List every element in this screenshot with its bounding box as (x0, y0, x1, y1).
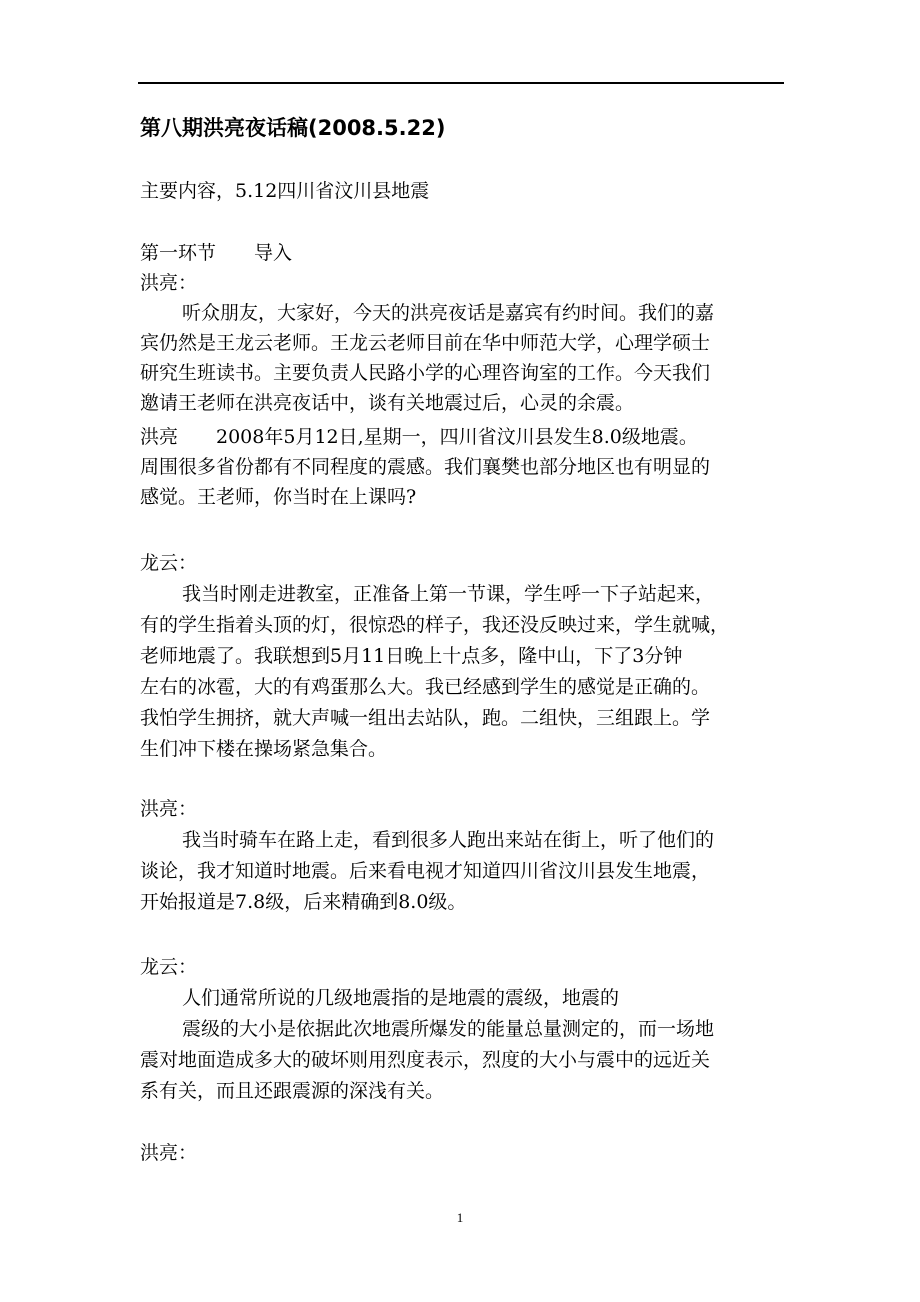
speaker-label: 洪亮： (140, 798, 198, 820)
summary-line: 主要内容，5.12四川省汶川县地震 (140, 180, 430, 202)
speaker-label: 龙云： (140, 552, 198, 574)
paragraph-line: 邀请王老师在洪亮夜话中，谈有关地震过后，心灵的余震。 (140, 392, 635, 414)
paragraph-line: 周围很多省份都有不同程度的震感。我们襄樊也部分地区也有明显的 (140, 456, 711, 478)
paragraph-line: 研究生班读书。主要负责人民路小学的心理咨询室的工作。今天我们 (140, 362, 711, 384)
paragraph-line: 宾仍然是王龙云老师。王龙云老师目前在华中师范大学，心理学硕士 (140, 332, 711, 354)
paragraph-line: 我怕学生拥挤，就大声喊一组出去站队，跑。二组快，三组跟上。学 (140, 707, 711, 729)
document-title: 第八期洪亮夜话稿(2008.5.22) (140, 116, 446, 140)
paragraph-line: 震级的大小是依据此次地震所爆发的能量总量测定的，而一场地 (182, 1018, 715, 1040)
paragraph-line: 人们通常所说的几级地震指的是地震的震级，地震的 (182, 987, 620, 1009)
paragraph-line: 我当时刚走进教室，正准备上第一节课，学生呼一下子站起来， (182, 583, 715, 605)
paragraph-line: 系有关，而且还跟震源的深浅有关。 (140, 1080, 445, 1102)
paragraph-line: 感觉。王老师，你当时在上课吗? (140, 486, 417, 508)
paragraph-line: 我当时骑车在路上走，看到很多人跑出来站在街上，听了他们的 (182, 829, 715, 851)
paragraph-line: 生们冲下楼在操场紧急集合。 (140, 738, 388, 760)
paragraph-line: 谈论，我才知道时地震。后来看电视才知道四川省汶川县发生地震， (140, 860, 711, 882)
paragraph-line: 开始报道是7.8级，后来精确到8.0级。 (140, 891, 467, 913)
speaker-label: 龙云： (140, 956, 198, 978)
section-heading: 第一环节 导入 (140, 242, 293, 264)
paragraph-line: 震对地面造成多大的破坏则用烈度表示，烈度的大小与震中的远近关 (140, 1049, 711, 1071)
header-rule (138, 82, 784, 84)
speaker-label: 洪亮： (140, 272, 198, 294)
paragraph-line: 左右的冰雹，大的有鸡蛋那么大。我已经感到学生的感觉是正确的。 (140, 676, 711, 698)
page-number: 1 (456, 1210, 464, 1225)
paragraph-line: 有的学生指着头顶的灯，很惊恐的样子，我还没反映过来，学生就喊， (140, 614, 730, 636)
paragraph-line: 老师地震了。我联想到5月11日晚上十点多，隆中山，下了3分钟 (140, 645, 683, 667)
speaker-label: 洪亮： (140, 1142, 198, 1164)
paragraph-line: 洪亮 2008年5月12日,星期一，四川省汶川县发生8.0级地震。 (140, 426, 698, 448)
paragraph-line: 听众朋友，大家好，今天的洪亮夜话是嘉宾有约时间。我们的嘉 (182, 302, 715, 324)
